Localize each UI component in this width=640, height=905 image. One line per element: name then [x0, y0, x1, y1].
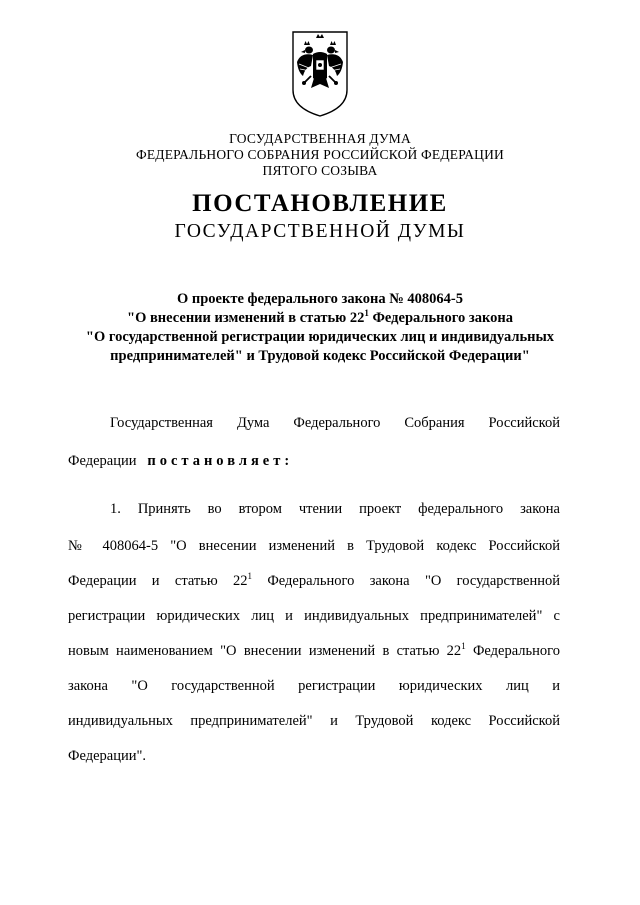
subject-line-2: [60, 309, 580, 328]
document-title: ПОСТАНОВЛЕНИЕ: [192, 190, 448, 217]
preamble-line-2: [68, 452, 560, 470]
preamble-line-1: Государственная Дума Федерального Собрания Российской: [110, 415, 560, 431]
item1-line-6: закона "О государственной регистрации юридических лиц и: [68, 678, 560, 694]
item1-line-3-pre: Федерации и статью 22: [68, 573, 248, 589]
subject-line-1: О проекте федерального закона № 408064-5: [176, 291, 464, 307]
header-line-assembly: ФЕДЕРАЛЬНОГО СОБРАНИЯ РОССИЙСКОЙ ФЕДЕРАЦИИ: [136, 147, 504, 162]
item1-superscript-1: 1: [247, 571, 253, 582]
double-headed-eagle-icon: [289, 28, 351, 120]
preamble-resolves: постановляет:: [147, 453, 294, 469]
subject-superscript: 1: [364, 308, 369, 319]
item1-line-2: № 408064-5 "О внесении изменений в Трудовой кодекс Российской: [68, 538, 560, 554]
item1-line-3: [68, 572, 560, 590]
item1-line-5-pre: новым наименованием "О внесении изменений в статью 22: [68, 643, 462, 659]
item1-line-1: 1. Принять во втором чтении проект федерального закона: [110, 501, 560, 517]
item1-line-4: регистрации юридических лиц и индивидуальных предпринимателей" с: [68, 608, 560, 624]
item1-line-7: индивидуальных предпринимателей" и Трудовой кодекс Российской: [68, 713, 560, 729]
document-subtitle: ГОСУДАРСТВЕННОЙ ДУМЫ: [174, 221, 466, 242]
subject-line-2-pre: "О внесении изменений в статью 22: [127, 310, 365, 326]
item1-line-3-post: Федерального закона "О государственной: [252, 573, 560, 589]
item1-line-5: [68, 642, 560, 660]
item1-superscript-2: 1: [461, 641, 466, 652]
subject-line-2-post: Федерального закона: [368, 310, 513, 326]
subject-line-4: предпринимателей" и Трудовой кодекс Российской Федерации": [110, 348, 530, 364]
header-line-convocation: ПЯТОГО СОЗЫВА: [262, 163, 378, 178]
preamble-federation: Федерации: [68, 453, 137, 469]
item1-line-5-post: Федерального: [465, 643, 560, 659]
coat-of-arms-emblem: [289, 28, 351, 120]
subject-line-3: "О государственной регистрации юридических лиц и индивидуальных: [85, 329, 555, 345]
header-line-duma: ГОСУДАРСТВЕННАЯ ДУМА: [229, 131, 411, 146]
item1-line-8: Федерации".: [68, 748, 147, 764]
